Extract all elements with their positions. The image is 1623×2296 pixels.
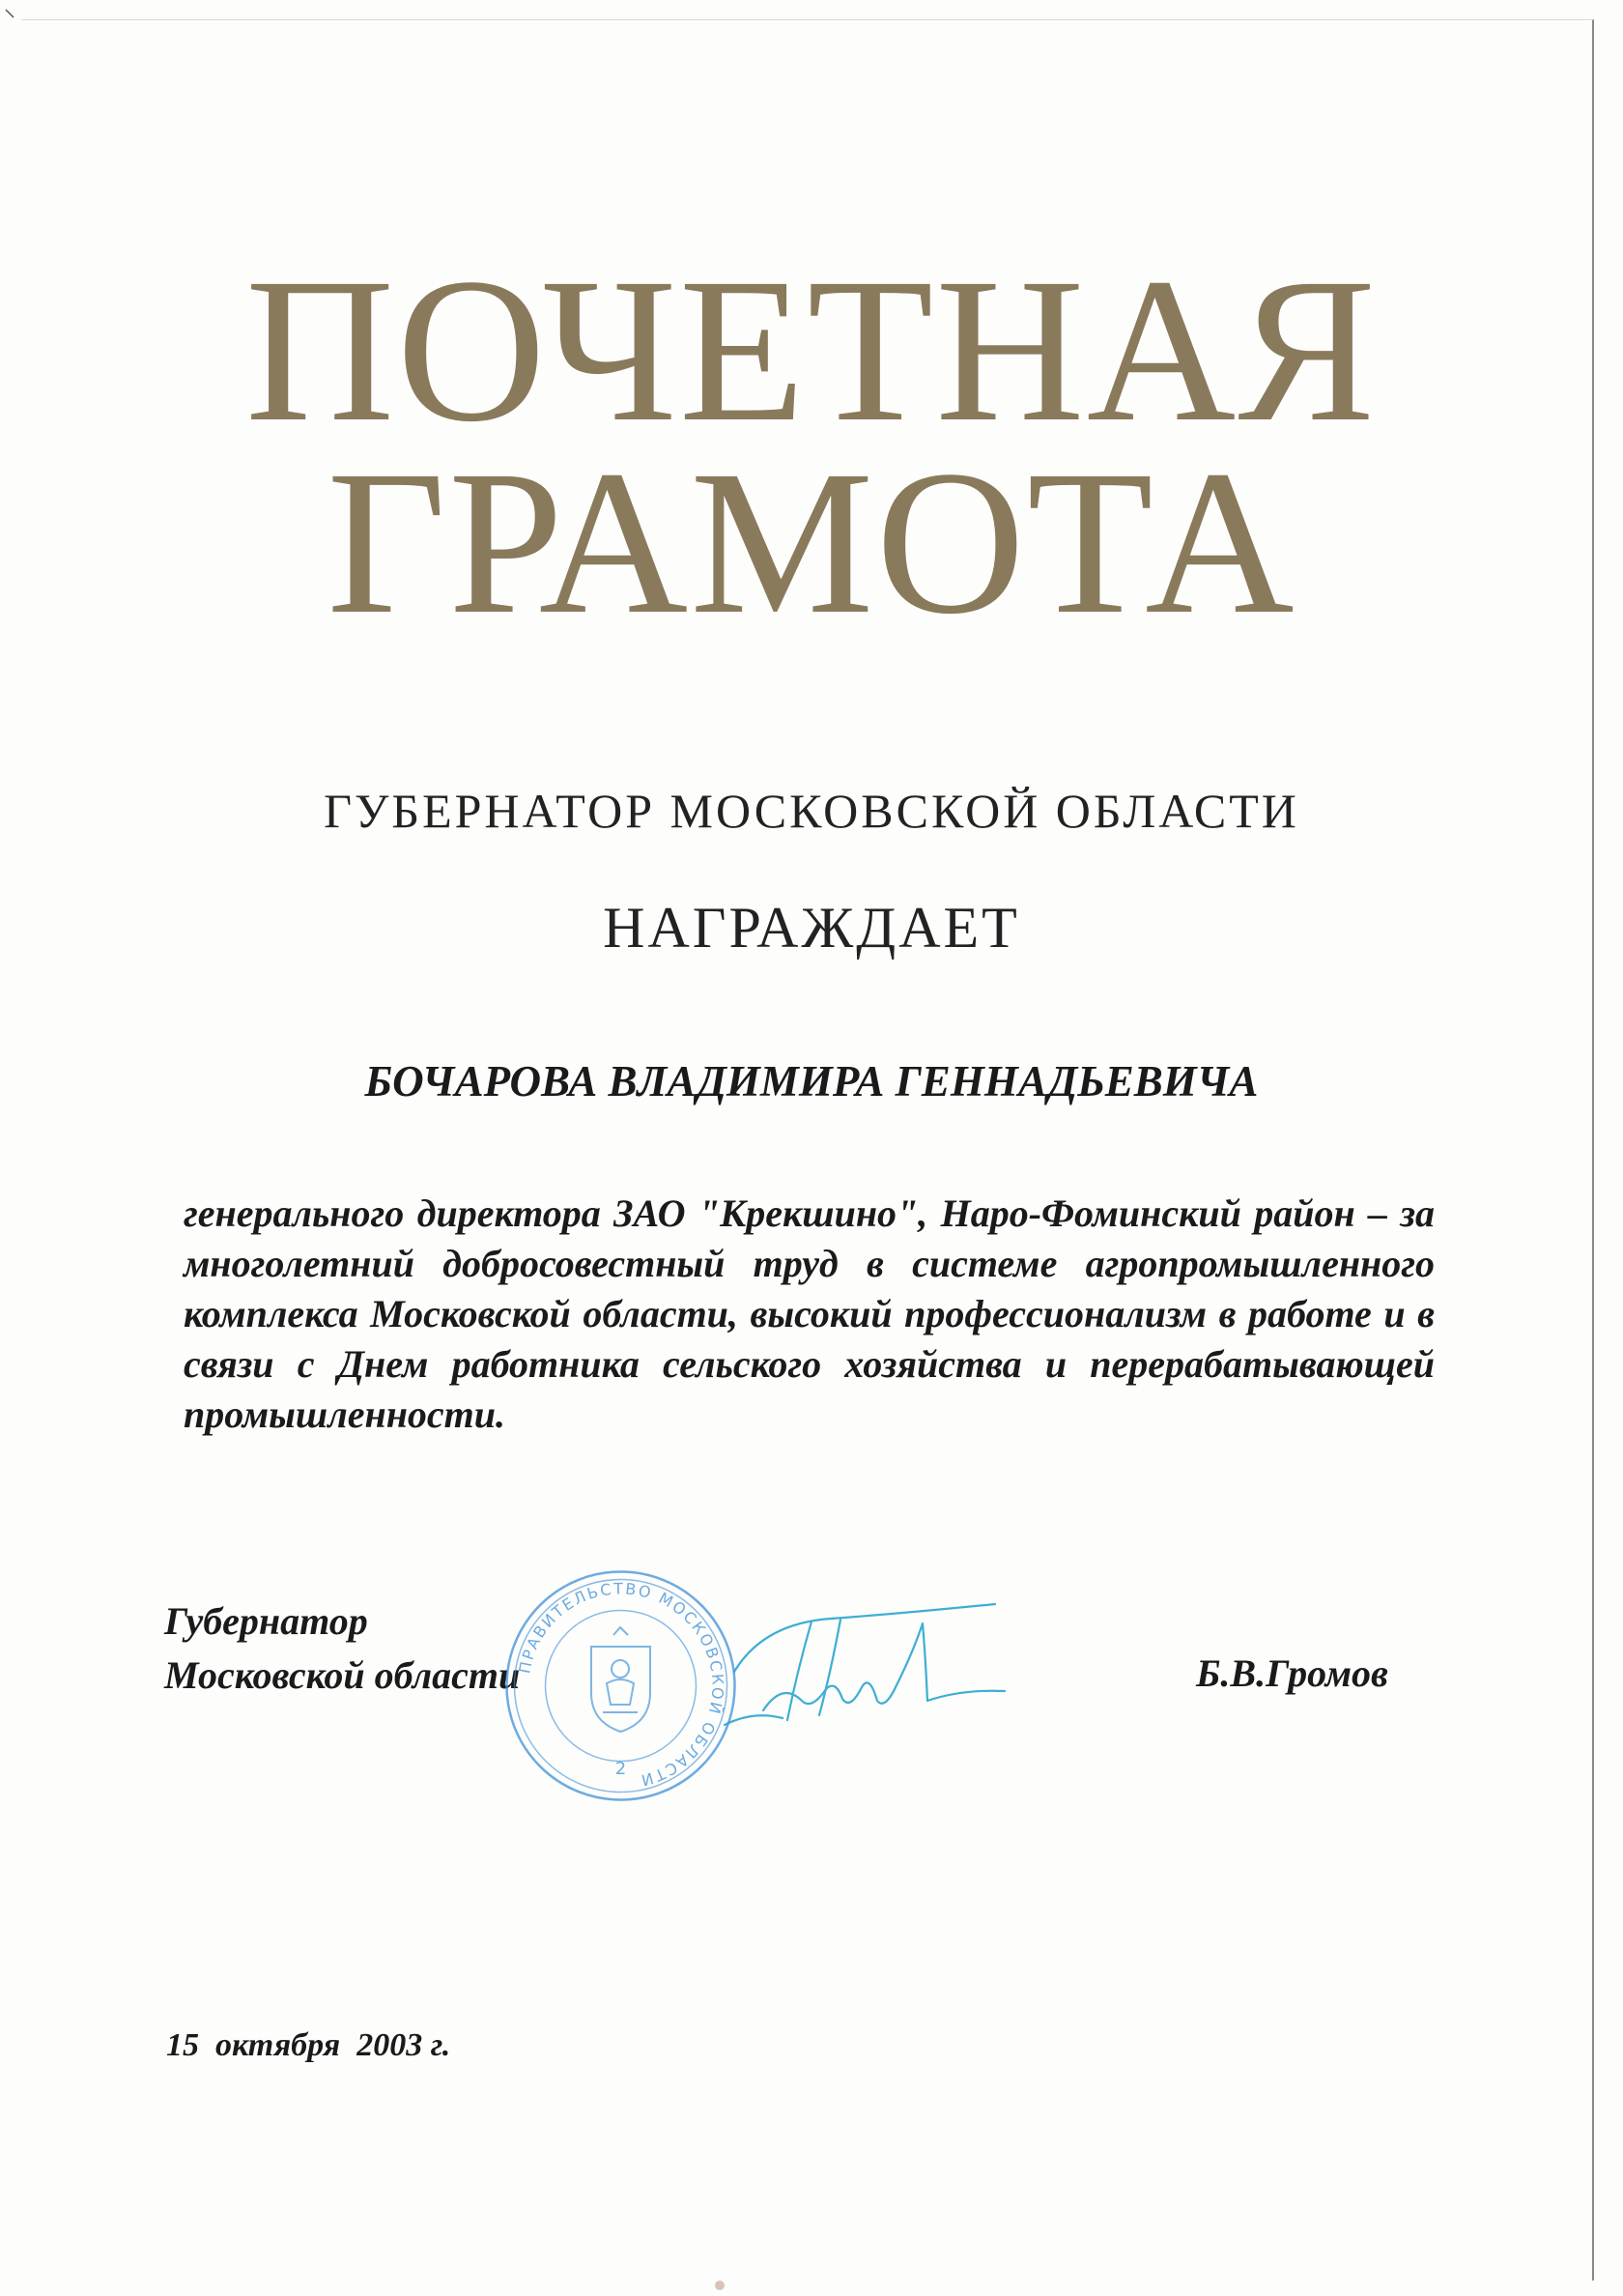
stamp-number: 2	[614, 1759, 627, 1779]
corner-mark-icon	[4, 8, 17, 21]
signatory-role-line-1: Губернатор	[164, 1599, 368, 1643]
coat-of-arms-icon	[591, 1627, 650, 1732]
issue-date: 15 октября 2003 г.	[166, 2027, 451, 2063]
recipient-name: БОЧАРОВА ВЛАДИМИРА ГЕННАДЬЕВИЧА	[364, 1057, 1259, 1105]
stamp-text: ПРАВИТЕЛЬСТВО МОСКОВСКОЙ ОБЛАСТИ	[515, 1579, 727, 1791]
award-reason: генерального директора ЗАО "Крекшино", Наро-Фоминский район – за многолетний добросовестный труд в системе агропромышленного комплекса Московской области, высокий профессионализм в работе и в связи с Днем работника сельского хозяйства и перерабатывающей промышленности.	[184, 1191, 1435, 1436]
certificate-title-line-2: ГРАМОТА	[327, 428, 1296, 657]
signatory-role	[164, 1594, 520, 1703]
certificate-title-line-1: ПОЧЕТНАЯ	[244, 236, 1379, 465]
paper-speck	[715, 2281, 725, 2290]
signatory-role-line-2: Московской области	[164, 1653, 521, 1697]
awards-heading: НАГРАЖДАЕТ	[603, 896, 1020, 960]
issuer-heading: ГУБЕРНАТОР МОСКОВСКОЙ ОБЛАСТИ	[324, 784, 1299, 838]
handwritten-signature	[696, 1565, 1043, 1759]
signatory-name: Б.В.Громов	[1196, 1651, 1388, 1695]
